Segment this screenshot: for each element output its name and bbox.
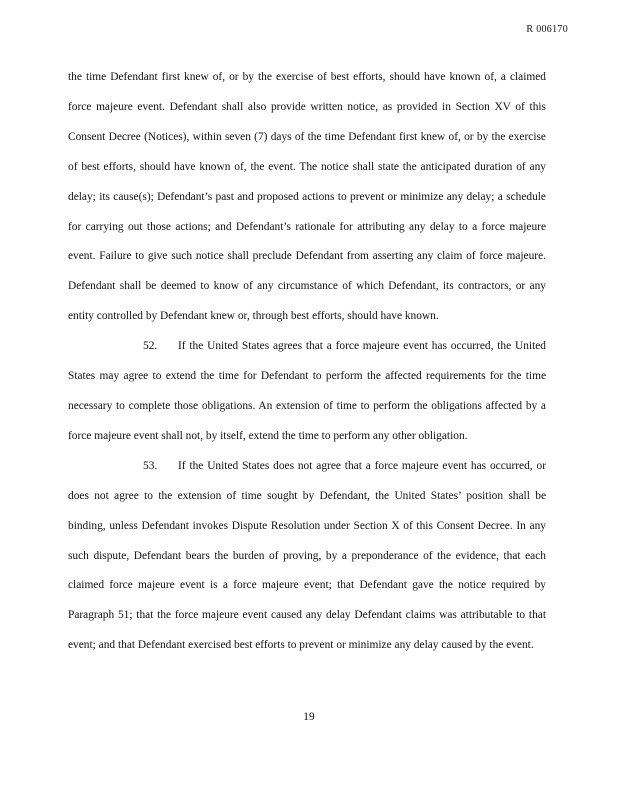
- paragraph-number: 53.: [143, 459, 158, 472]
- paragraph-number: 52.: [143, 340, 158, 353]
- document-body: [68, 63, 546, 661]
- paragraph-51-continuation: [68, 63, 546, 332]
- paragraph-text: If the United States does not agree that a force majeure event has occurred, or does not agree to the extension of time sought by Defendant, the United States’ position shall be binding, unless Defendant invokes Dispute Resolution under Section X of this Consent Decree. In any such dispute, Defendant bears the burden of proving, by a preponderance of the evidence, that each claimed force majeure event is a force majeure event; that Defendant gave the notice required by Paragraph 51; that the force majeure event caused any delay Defendant claims was attributable to that event; and that Defendant exercised best efforts to prevent or minimize any delay caused by the event.: [68, 459, 546, 652]
- paragraph-text: If the United States agrees that a force majeure event has occurred, the United States may agree to extend the time for Defendant to perform the affected requirements for the time necessary to complete those obligations. An extension of time to perform the obligations affected by a force majeure event shall not, by itself, extend the time to perform any other obligation.: [68, 340, 546, 442]
- paragraph-53: [68, 452, 546, 661]
- paragraph-52: [68, 332, 546, 452]
- bates-number: R 006170: [526, 24, 568, 35]
- page-number: 19: [303, 711, 315, 723]
- paragraph-text: the time Defendant first knew of, or by the exercise of best efforts, should have known of, a claimed force majeure event. Defendant shall also provide written notice, as provided in Section XV of this Consent Decree (Notices), within seven (7) days of the time Defendant first knew of, or by the exercise of best efforts, should have known of, the event. The notice shall state the anticipated duration of any delay; its cause(s); Defendant’s past and proposed actions to prevent or minimize any delay; a schedule for carrying out those actions; and Defendant’s rationale for attributing any delay to a force majeure event. Failure to give such notice shall preclude Defendant from asserting any claim of force majeure. Defendant shall be deemed to know of any circumstance of which Defendant, its contractors, or any entity controlled by Defendant knew or, through best efforts, should have known.: [68, 71, 546, 323]
